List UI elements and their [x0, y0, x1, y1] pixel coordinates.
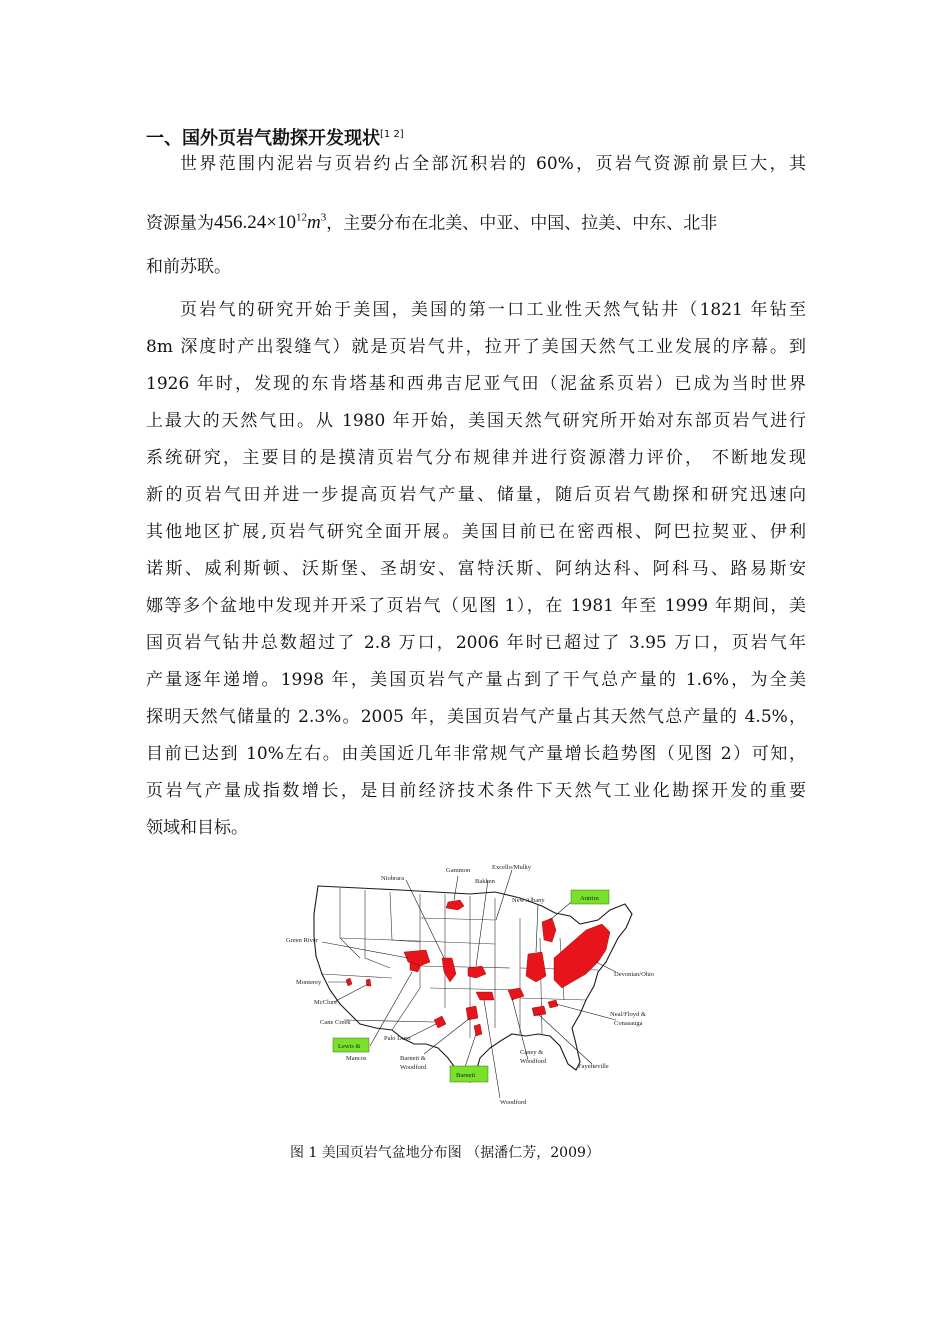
- resource-label: 资源量为: [146, 213, 214, 234]
- label-devonian: Devonian/Ohio: [614, 971, 655, 978]
- reference-marker: [1 2]: [380, 129, 404, 140]
- label-niobrara: Niobrara: [381, 875, 405, 882]
- label-fayetteville: Fayetteville: [578, 1063, 609, 1070]
- label-mcclure: McClure: [314, 999, 338, 1006]
- label-cane-creek: Cane Creek: [320, 1019, 351, 1026]
- shale-area-cane-creek: [434, 1016, 446, 1028]
- paragraph-2-line: 目前已达到 10%左右。由美国近几年非常规气产量增长趋势图（见图 2）可知，: [146, 744, 806, 764]
- shale-area-devonian: [554, 924, 610, 988]
- shale-area-barnett: [474, 1024, 482, 1036]
- us-shale-gas-basin-map: [280, 858, 670, 1108]
- paragraph-1: [146, 146, 806, 286]
- shale-area-new-albany: [526, 952, 546, 982]
- paragraph-2: [146, 292, 806, 847]
- label-antrim: Antrim: [580, 895, 599, 902]
- map-svg: [280, 858, 670, 1108]
- section-heading-text: 一、国外页岩气勘探开发现状: [146, 128, 380, 149]
- paragraph-2-line: 领域和目标。: [146, 818, 248, 838]
- paragraph-1-line-3: 和前苏联。: [146, 257, 231, 277]
- paragraph-2-line: 页岩气产量成指数增长，是目前经济技术条件下天然气工业化勘探开发的重要: [146, 781, 806, 801]
- shale-area-palo-duro: [466, 1006, 478, 1020]
- label-lewis: Lewis &: [338, 1043, 361, 1050]
- label-caney-woodford: Woodford: [520, 1058, 547, 1065]
- resource-formula: $456.24\times 10^{12}m^3$: [214, 212, 327, 234]
- shale-areas: [346, 900, 610, 1036]
- paragraph-2-line: 探明天然气储量的 2.3%。2005 年，美国页岩气产量占其天然气总产量的 4.5%，: [146, 707, 806, 727]
- label-barnett: Barnett: [456, 1072, 476, 1079]
- shale-area-gammon: [446, 900, 464, 910]
- label-neal: Neal/Floyd &: [610, 1011, 646, 1018]
- paragraph-2-line: 系统研究，主要目的是摸清页岩气分布规律并进行资源潜力评价， 不断地发现: [146, 448, 806, 468]
- shale-area-bakken: [468, 966, 486, 978]
- paragraph-2-line: 国页岩气钻井总数超过了 2.8 万口，2006 年时已超过了 3.95 万口，页岩气年: [146, 633, 806, 653]
- label-new-albany: New Albany: [512, 897, 545, 904]
- shale-area-fayetteville: [532, 1006, 546, 1016]
- shale-area-woodford: [476, 992, 494, 1000]
- label-bakken: Bakken: [475, 878, 495, 885]
- paragraph-1-line-1: 世界范围内泥岩与页岩约占全部沉积岩的 60%，页岩气资源前景巨大，其: [180, 154, 806, 174]
- label-palo-duro: Palo Duro: [384, 1035, 411, 1042]
- label-barnett-woodford-1: Barnett &: [400, 1055, 426, 1062]
- paragraph-2-line: 页岩气的研究开始于美国，美国的第一口工业性天然气钻井（1821 年钻至: [180, 300, 806, 320]
- paragraph-2-line: 诺斯、威利斯顿、沃斯堡、圣胡安、富特沃斯、阿纳达科、阿科马、路易斯安: [146, 559, 806, 579]
- label-conasauga: Conasauga: [614, 1020, 643, 1027]
- paragraph-2-line: 上最大的天然气田。从 1980 年开始，美国天然气研究所开始对东部页岩气进行: [146, 411, 806, 431]
- label-green-river: Green River: [286, 937, 318, 944]
- label-woodford-bottom: Woodford: [500, 1099, 527, 1106]
- paragraph-2-line: 娜等多个盆地中发现并开采了页岩气（见图 1），在 1981 年至 1999 年期间，美: [146, 596, 806, 616]
- label-barnett-woodford-2: Woodford: [400, 1064, 427, 1071]
- paragraph-1-line-2: [146, 183, 806, 253]
- shale-area-niobrara: [442, 958, 456, 982]
- paragraph-2-line: 1926 年时，发现的东肯塔基和西弗吉尼亚气田（泥盆系页岩）已成为当时世界: [146, 374, 806, 394]
- label-mancos: Mancos: [346, 1055, 367, 1062]
- paragraph-2-line: 其他地区扩展,页岩气研究全面开展。美国目前已在密西根、阿巴拉契亚、伊利: [146, 522, 806, 542]
- figure-caption: 图 1 美国页岩气盆地分布图 （据潘仁芳，2009）: [290, 1145, 600, 1161]
- distribution-text: ，主要分布在北美、中亚、中国、拉美、中东、北非: [326, 213, 718, 234]
- label-excello: Excello/Mulky: [492, 864, 531, 871]
- label-gammon: Gammon: [446, 867, 471, 874]
- label-caney: Caney &: [520, 1049, 544, 1056]
- paragraph-2-line: 产量逐年递增。1998 年，美国页岩气产量占到了干气总产量的 1.6%，为全美: [146, 670, 806, 690]
- us-outline: [314, 886, 632, 1082]
- paragraph-2-line: 新的页岩气田并进一步提高页岩气产量、储量，随后页岩气勘探和研究迅速向: [146, 485, 806, 505]
- label-monterey: Monterey: [296, 979, 322, 986]
- paragraph-2-line: 8m 深度时产出裂缝气）就是页岩气井，拉开了美国天然气工业发展的序幕。到: [146, 337, 806, 357]
- shale-area-antrim: [542, 918, 556, 942]
